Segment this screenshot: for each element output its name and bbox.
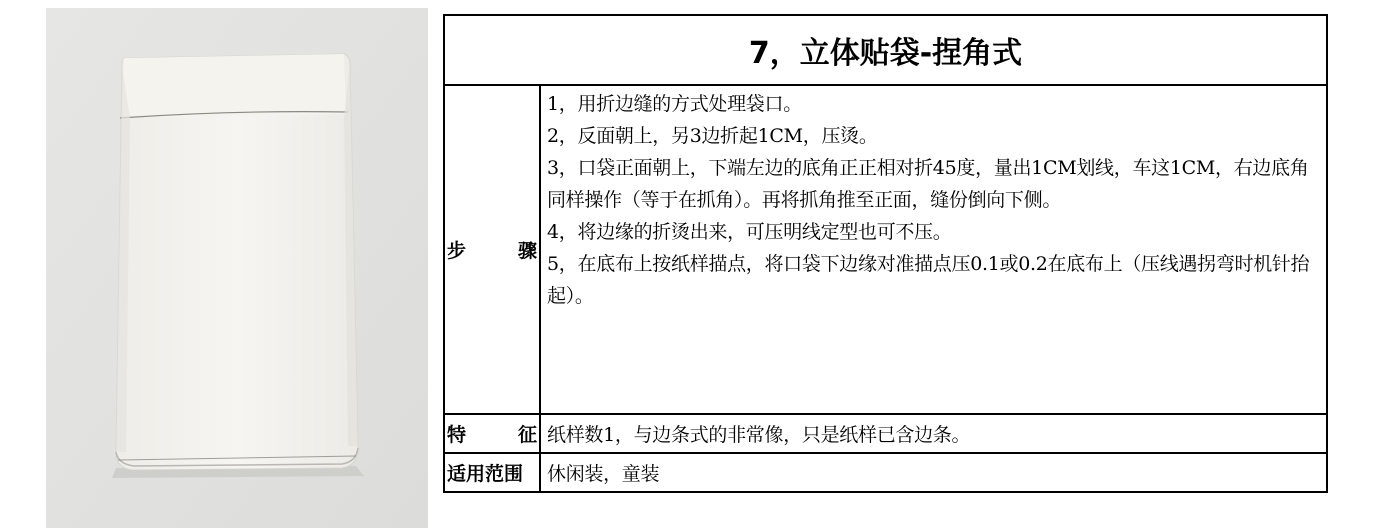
feature-label (444, 414, 540, 453)
step-item: 1，用折边缝的方式处理袋口。 (547, 93, 802, 115)
feature-text: 纸样数1，与边条式的非常像，只是纸样已含边条。 (540, 414, 1327, 453)
feature-label-char-1: 特 (447, 424, 467, 446)
step-item: 5，在底布上按纸样描点，将口袋下边缘对准描点压0.1或0.2在底布上（压线遇拐弯时机针抬起）。 (547, 253, 1310, 307)
steps-row (444, 85, 1327, 414)
pocket-method-card (443, 14, 1328, 493)
usage-text: 休闲装，童装 (540, 453, 1327, 492)
usage-row (444, 453, 1327, 492)
steps-label-char-1: 步 (447, 240, 467, 262)
pocket-sample-photo (46, 8, 428, 528)
feature-row (444, 414, 1327, 453)
steps-label-char-2: 骤 (517, 240, 537, 262)
steps-content (540, 85, 1327, 414)
pocket-illustration (46, 8, 428, 528)
feature-label-char-2: 征 (517, 424, 537, 446)
step-item: 2，反面朝上，另3边折起1CM，压烫。 (547, 125, 878, 147)
step-item: 4，将边缘的折烫出来，可压明线定型也可不压。 (547, 221, 952, 243)
step-item: 3，口袋正面朝上，下端左边的底角正正相对折45度，量出1CM划线，车这1CM，右边底角同样操作（等于在抓角）。再将抓角推至正面，缝份倒向下侧。 (547, 157, 1309, 211)
card-title: 7，立体贴袋-捏角式 (444, 15, 1327, 85)
steps-label (444, 85, 540, 414)
usage-label: 适用范围 (444, 453, 540, 492)
